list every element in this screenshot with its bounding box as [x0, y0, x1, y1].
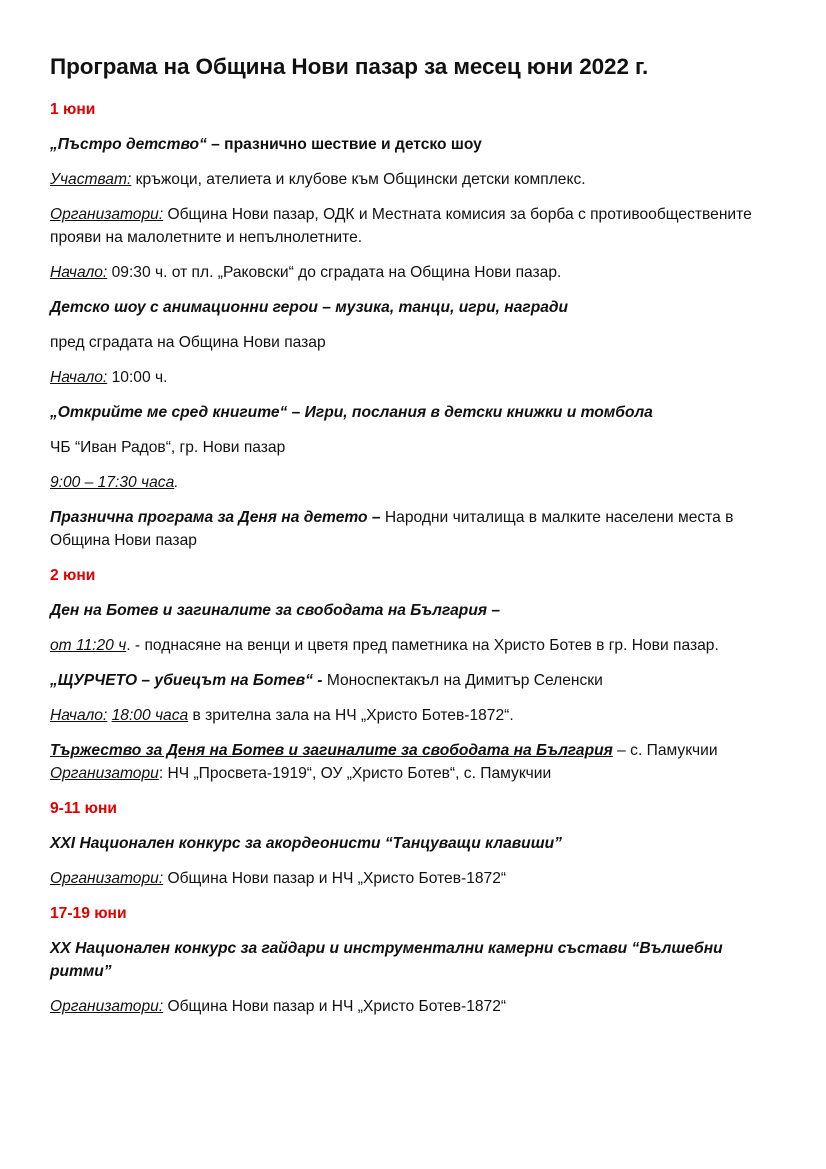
event-title: XXI Национален конкурс за акордеонисти “Танцуващи клавиши” [50, 835, 562, 852]
event-title [50, 506, 780, 552]
event-description [50, 634, 780, 657]
event-participants [50, 168, 780, 191]
organizers-label: Организатори: [50, 998, 164, 1015]
event-time [50, 471, 780, 494]
event-title [50, 669, 780, 692]
date-heading: 9-11 юни [50, 800, 118, 817]
start-text: в зрителна зала на НЧ „Христо Ботев-1872“. [188, 707, 514, 724]
event-title: XX Национален конкурс за гайдари и инструментални камерни състави “Вълшебни ритми” [50, 940, 723, 980]
start-label: Начало: [50, 707, 108, 724]
page-title: Програма на Община Нови пазар за месец юни 2022 г. [50, 54, 649, 79]
event-name: „ЩУРЧЕТО – убиецът на Ботев“ - [50, 672, 323, 689]
start-text: 10:00 ч. [107, 369, 168, 386]
start-time: 18:00 часа [111, 707, 189, 724]
event-organizers [50, 995, 780, 1018]
event-organizers [50, 867, 780, 890]
event-title [50, 133, 780, 156]
event-organizers [50, 203, 780, 249]
event-place: пред сградата на Община Нови пазар [50, 334, 326, 351]
organizers-text: Община Нови пазар, ОДК и Местната комисия за борба с противообществените прояви на малолетните и непълнолетните. [50, 206, 752, 246]
event-name: „Пъстро детство“ [50, 136, 207, 153]
event-time: от 11:20 ч [50, 637, 127, 654]
date-heading: 17-19 юни [50, 905, 127, 922]
event-start [50, 261, 780, 284]
event-title: Ден на Ботев и загиналите за свободата на България – [50, 602, 501, 619]
date-heading: 2 юни [50, 567, 96, 584]
start-text: 09:30 ч. от пл. „Раковски“ до сградата на Община Нови пазар. [107, 264, 562, 281]
organizers-label: Организатори: [50, 870, 164, 887]
event-text: Народни читалища в малките населени места в Община Нови пазар [50, 509, 734, 549]
event-start [50, 366, 780, 389]
organizers-text: Община Нови пазар и НЧ „Христо Ботев-1872“ [163, 870, 507, 887]
event-dash: – [206, 136, 225, 153]
event-title [50, 739, 780, 785]
event-title: Детско шоу с анимационни герои – музика, танци, игри, награди [50, 299, 569, 316]
start-label: Начало: [50, 369, 108, 386]
start-label: Начало: [50, 264, 108, 281]
event-name: Празнична програма за Деня на детето – [50, 509, 381, 526]
event-start [50, 704, 780, 727]
event-name: Тържество за Деня на Ботев и загиналите за свободата на България [50, 742, 613, 759]
organizers-label: Организатори [50, 765, 159, 782]
event-text: . - поднасяне на венци и цветя пред паметника на Христо Ботев в гр. Нови пазар. [126, 637, 719, 654]
document-page [50, 52, 780, 1030]
date-heading: 1 юни [50, 101, 96, 118]
event-place: ЧБ “Иван Радов“, гр. Нови пазар [50, 439, 286, 456]
event-time-range: 9:00 – 17:30 часа [50, 474, 175, 491]
event-title: „Открийте ме сред книгите“ – Игри, послания в детски книжки и томбола [50, 404, 653, 421]
organizers-text: : НЧ „Просвета-1919“, ОУ „Христо Ботев“, с. Памукчии [158, 765, 552, 782]
organizers-label: Организатори: [50, 206, 164, 223]
event-time-end: . [174, 474, 179, 491]
event-subtitle: празнично шествие и детско шоу [224, 136, 482, 153]
organizers-text: Община Нови пазар и НЧ „Христо Ботев-1872“ [163, 998, 507, 1015]
participants-text: кръжоци, ателиета и клубове към Общински детски комплекс. [131, 171, 586, 188]
participants-label: Участват: [50, 171, 132, 188]
event-text: – с. Памукчии [612, 742, 718, 759]
event-text: Моноспектакъл на Димитър Селенски [322, 672, 603, 689]
